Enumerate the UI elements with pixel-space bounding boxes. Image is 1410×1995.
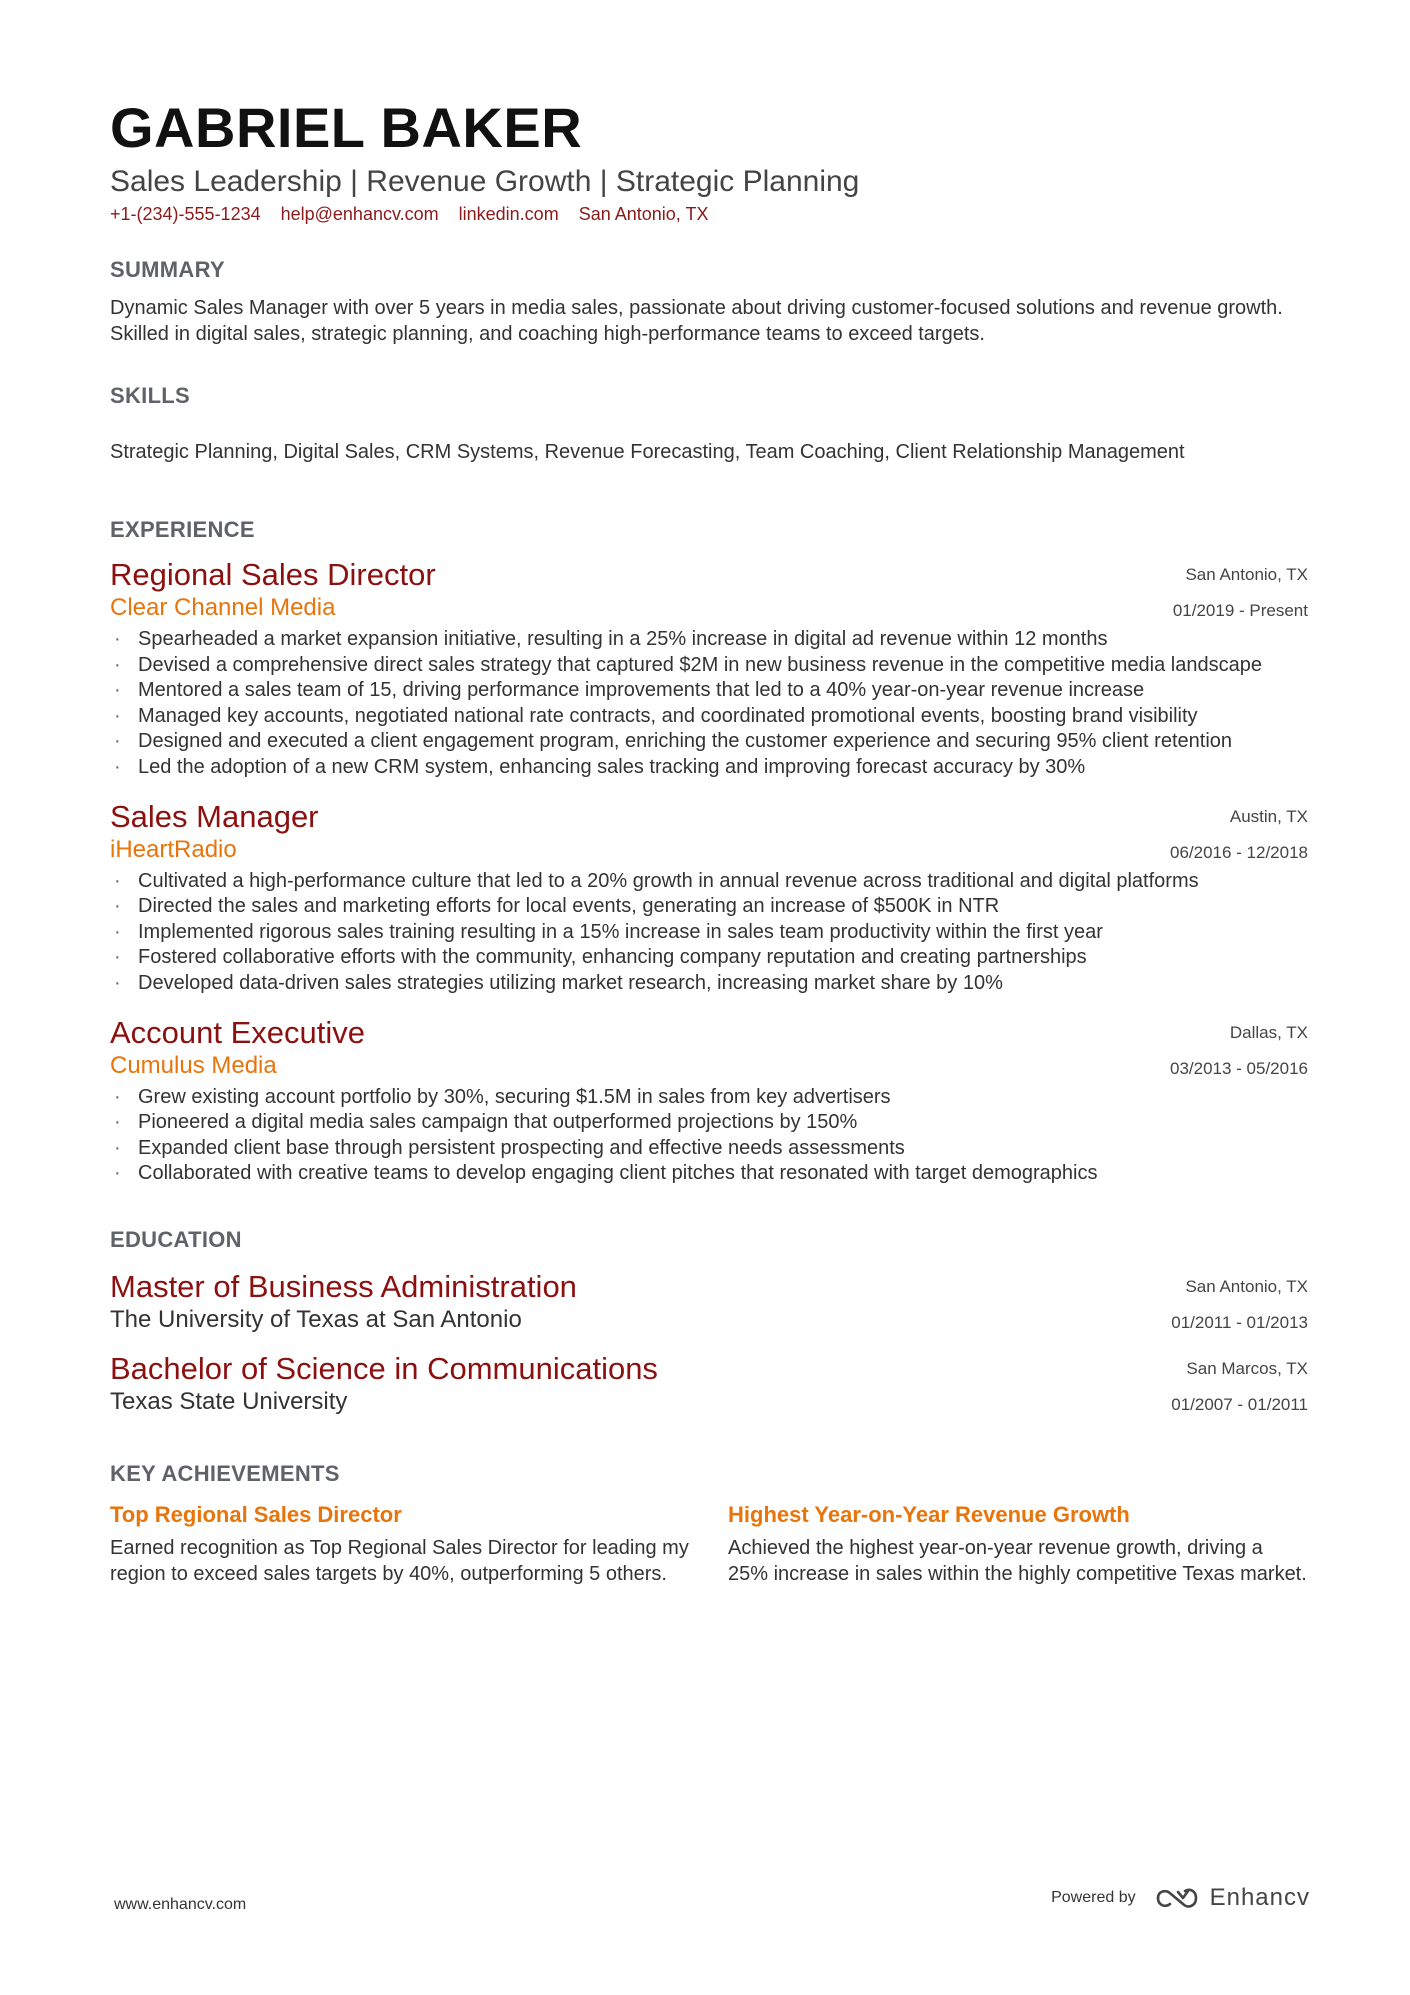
achievement-title: Highest Year-on-Year Revenue Growth xyxy=(728,1501,1130,1527)
job-company: Clear Channel Media xyxy=(110,594,336,621)
summary-text: Dynamic Sales Manager with over 5 years in media sales, passionate about driving customer-focused solutions and revenue growth. Skilled in digital sales, strategic planning, and coaching high-performance teams to exceed targets. xyxy=(110,297,1283,345)
education-degree: Bachelor of Science in Communications xyxy=(110,1350,658,1386)
job-company: Cumulus Media xyxy=(110,1051,277,1079)
education-dates: 01/2011 - 01/2013 xyxy=(1171,1312,1308,1332)
achievement-item xyxy=(728,1501,1308,1587)
achievement-title: Top Regional Sales Director xyxy=(110,1501,402,1527)
job-bullet: · Mentored a sales team of 15, driving performance improvements that led to a 40% year-on-year revenue increase xyxy=(110,678,1308,704)
job-entry xyxy=(110,557,1308,781)
job-bullet: · Led the adoption of a new CRM system, enhancing sales tracking and improving forecast accuracy by 30% xyxy=(110,755,1308,781)
education-location: San Marcos, TX xyxy=(1186,1358,1308,1378)
job-title: Account Executive xyxy=(110,1014,366,1050)
footer-branding xyxy=(1051,1884,1310,1912)
job-bullets xyxy=(110,869,1308,997)
contact-email[interactable]: help@enhancv.com xyxy=(280,204,439,224)
job-dates: 03/2013 - 05/2016 xyxy=(1169,1058,1308,1078)
summary-heading: SUMMARY xyxy=(110,257,225,282)
achievement-text: Earned recognition as Top Regional Sales Director for leading my region to exceed sales targets by 40%, outperforming 5 others. xyxy=(110,1536,689,1585)
job-location: San Antonio, TX xyxy=(1185,565,1308,584)
contact-phone[interactable]: +1-(234)-555-1234 xyxy=(110,204,261,224)
enhancv-brand[interactable] xyxy=(1154,1884,1310,1912)
education-dates: 01/2007 - 01/2011 xyxy=(1171,1394,1308,1414)
enhancv-logo-icon xyxy=(1154,1885,1200,1911)
summary-section xyxy=(110,257,1308,347)
job-bullet: · Implemented rigorous sales training resulting in a 15% increase in sales team productivity within the first year xyxy=(110,920,1308,946)
job-bullet: · Fostered collaborative efforts with the community, enhancing company reputation and creating partnerships xyxy=(110,945,1308,971)
education-entry xyxy=(110,1269,1308,1335)
skills-heading: SKILLS xyxy=(110,383,191,408)
powered-by-label: Powered by xyxy=(1051,1889,1136,1906)
job-bullet: · Directed the sales and marketing efforts for local events, generating an increase of $500K in NTR xyxy=(110,894,1308,920)
job-bullet: · Developed data-driven sales strategies utilizing market research, increasing market share by 10% xyxy=(110,971,1308,997)
job-bullet: · Designed and executed a client engagement program, enriching the customer experience and securing 95% client retention xyxy=(110,729,1308,755)
resume-header xyxy=(110,96,1308,225)
job-bullet: · Managed key accounts, negotiated national rate contracts, and coordinated promotional events, boosting brand visibility xyxy=(110,704,1308,730)
achievements-heading: KEY ACHIEVEMENTS xyxy=(110,1460,340,1486)
job-title: Sales Manager xyxy=(110,798,319,834)
job-bullet: · Expanded client base through persistent prospecting and effective needs assessments xyxy=(110,1136,1308,1162)
education-entry xyxy=(110,1351,1308,1417)
contact-linkedin[interactable]: linkedin.com xyxy=(458,204,559,224)
enhancv-brand-name: Enhancv xyxy=(1209,1884,1310,1911)
resume-page xyxy=(110,96,1308,1587)
skills-section xyxy=(110,383,1308,465)
education-heading: EDUCATION xyxy=(110,1226,242,1252)
job-bullet: · Spearheaded a market expansion initiative, resulting in a 25% increase in digital ad revenue within 12 months xyxy=(110,627,1308,653)
achievement-item xyxy=(110,1501,690,1587)
job-title: Regional Sales Director xyxy=(110,557,436,592)
job-company: iHeartRadio xyxy=(110,835,237,863)
skills-text: Strategic Planning, Digital Sales, CRM Systems, Revenue Forecasting, Team Coaching, Client Relationship Management xyxy=(110,441,1185,463)
job-bullet: · Devised a comprehensive direct sales strategy that captured $2M in new business revenue in the competitive media landscape xyxy=(110,653,1308,679)
job-bullet: · Cultivated a high-performance culture that led to a 20% growth in annual revenue across traditional and digital platforms xyxy=(110,869,1308,895)
job-bullet: · Grew existing account portfolio by 30%, securing $1.5M in sales from key advertisers xyxy=(110,1085,1308,1111)
achievements-section xyxy=(110,1461,1308,1587)
education-section xyxy=(110,1227,1308,1417)
job-entry xyxy=(110,799,1308,997)
education-school: Texas State University xyxy=(110,1387,348,1415)
candidate-subtitle: Sales Leadership | Revenue Growth | Strategic Planning xyxy=(110,165,860,198)
job-location: Austin, TX xyxy=(1229,806,1308,826)
experience-heading: EXPERIENCE xyxy=(110,517,255,542)
contact-location: San Antonio, TX xyxy=(578,204,709,224)
job-bullets xyxy=(110,627,1308,781)
footer-website[interactable]: www.enhancv.com xyxy=(114,1896,247,1913)
job-location: Dallas, TX xyxy=(1229,1022,1308,1042)
education-location: San Antonio, TX xyxy=(1185,1276,1308,1296)
job-dates: 01/2019 - Present xyxy=(1172,601,1308,620)
job-entry xyxy=(110,1015,1308,1187)
achievement-text: Achieved the highest year-on-year revenue growth, driving a 25% increase in sales within the highly competitive Texas market. xyxy=(728,1536,1307,1585)
job-dates: 06/2016 - 12/2018 xyxy=(1169,842,1308,862)
education-degree: Master of Business Administration xyxy=(110,1268,577,1304)
experience-section xyxy=(110,517,1308,1187)
job-bullets xyxy=(110,1085,1308,1187)
contact-row xyxy=(110,204,1308,225)
education-school: The University of Texas at San Antonio xyxy=(110,1305,522,1333)
job-bullet: · Collaborated with creative teams to develop engaging client pitches that resonated with target demographics xyxy=(110,1161,1308,1187)
candidate-name: GABRIEL BAKER xyxy=(110,96,583,159)
job-bullet: · Pioneered a digital media sales campaign that outperformed projections by 150% xyxy=(110,1110,1308,1136)
